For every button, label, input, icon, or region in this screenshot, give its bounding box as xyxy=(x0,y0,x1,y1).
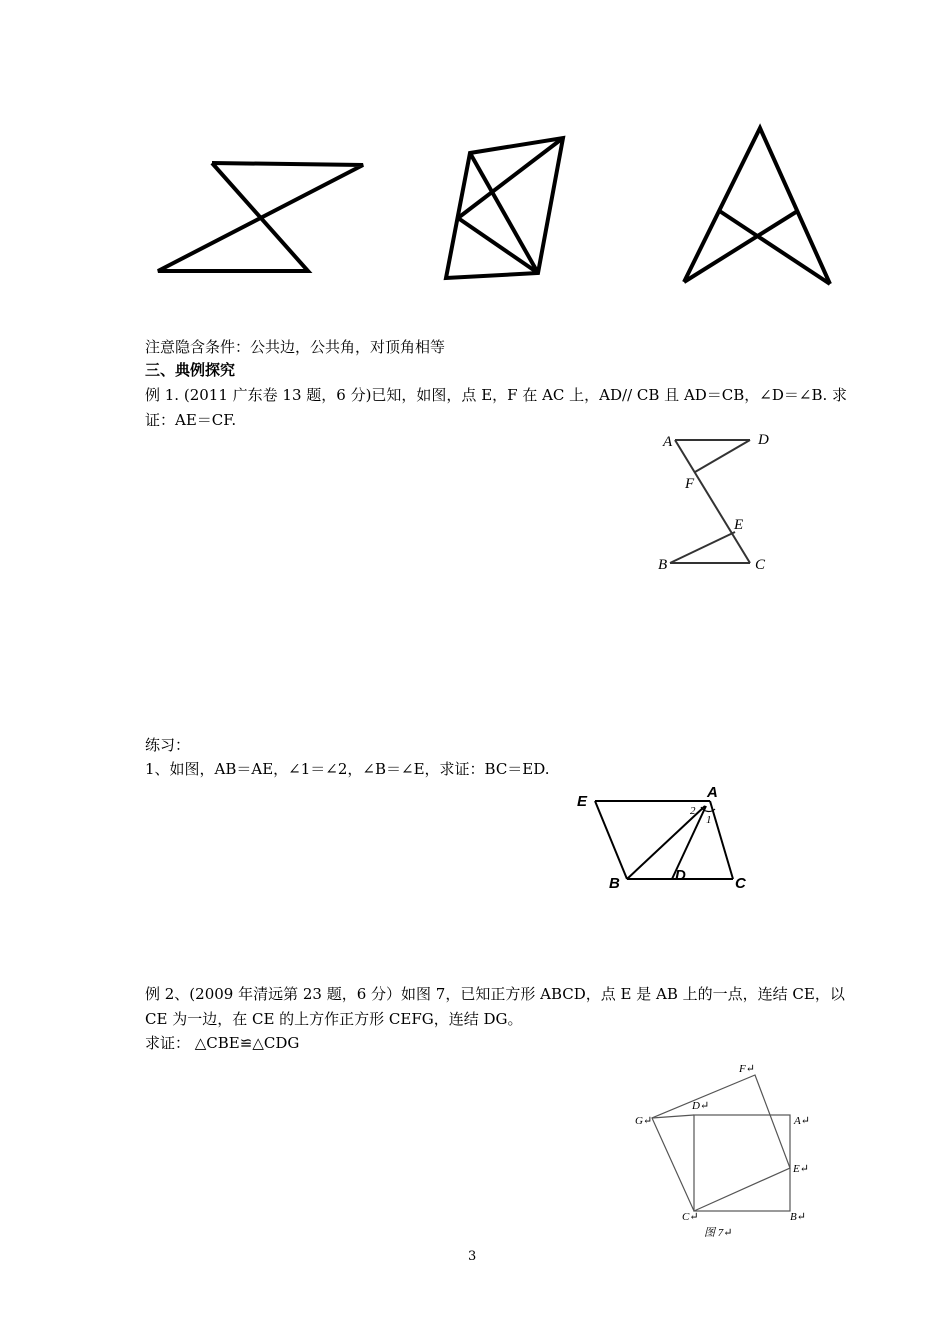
section-heading: 三、典例探究 xyxy=(145,361,236,379)
label-angle-2: 2 xyxy=(690,805,696,817)
practice-figure xyxy=(575,780,760,898)
figure-overlapping-triangles xyxy=(438,133,570,283)
practice-q1: 1、如图，AB＝AE，∠1＝∠2，∠B＝∠E，求证：BC＝ED. xyxy=(145,760,550,778)
label-angle-1: 1 xyxy=(706,814,712,826)
notice-text: 注意隐含条件：公共边，公共角，对顶角相等 xyxy=(145,338,446,356)
label-C: C↵ xyxy=(682,1211,699,1223)
label-A: A xyxy=(663,434,673,450)
label-C: C xyxy=(735,875,746,892)
practice-heading: 练习： xyxy=(145,736,191,754)
label-B: B xyxy=(609,875,620,892)
example2-figure xyxy=(630,1058,815,1248)
example2-line2: CE 为一边，在 CE 的上方作正方形 CEFG，连结 DG。 xyxy=(145,1010,523,1028)
label-E: E xyxy=(734,517,744,533)
example1-line2: 证：AE＝CF. xyxy=(145,411,237,429)
figure-caption: 图 7↵ xyxy=(704,1227,733,1239)
label-A: A xyxy=(707,784,718,801)
label-A: A↵ xyxy=(794,1115,810,1127)
label-F: F xyxy=(685,476,695,492)
example2-line1: 例 2、(2009 年清远第 23 题，6 分）如图 7，已知正方形 ABCD，点 E 是 AB 上的一点，连结 CE，以 xyxy=(145,985,845,1003)
label-D: D xyxy=(758,432,769,448)
label-C: C xyxy=(755,557,766,573)
label-B: B↵ xyxy=(790,1211,806,1223)
figure-crossed-triangle xyxy=(678,122,838,290)
label-B: B xyxy=(658,557,668,573)
label-E: E↵ xyxy=(793,1163,809,1175)
label-D: D↵ xyxy=(692,1100,710,1112)
label-D: D xyxy=(675,867,686,884)
label-G: G↵ xyxy=(635,1115,653,1127)
figure-hourglass xyxy=(150,155,370,280)
example1-figure xyxy=(655,425,775,580)
label-E: E xyxy=(577,793,588,810)
page-number: 3 xyxy=(468,1249,477,1264)
example1-line1: 例 1. (2011 广东卷 13 题，6 分)已知，如图，点 E，F 在 AC 上，AD// CB 且 AD＝CB，∠D＝∠B. 求 xyxy=(145,386,848,404)
example2-line3: 求证： △CBE≌△CDG xyxy=(145,1034,300,1052)
label-F: F↵ xyxy=(739,1063,755,1075)
